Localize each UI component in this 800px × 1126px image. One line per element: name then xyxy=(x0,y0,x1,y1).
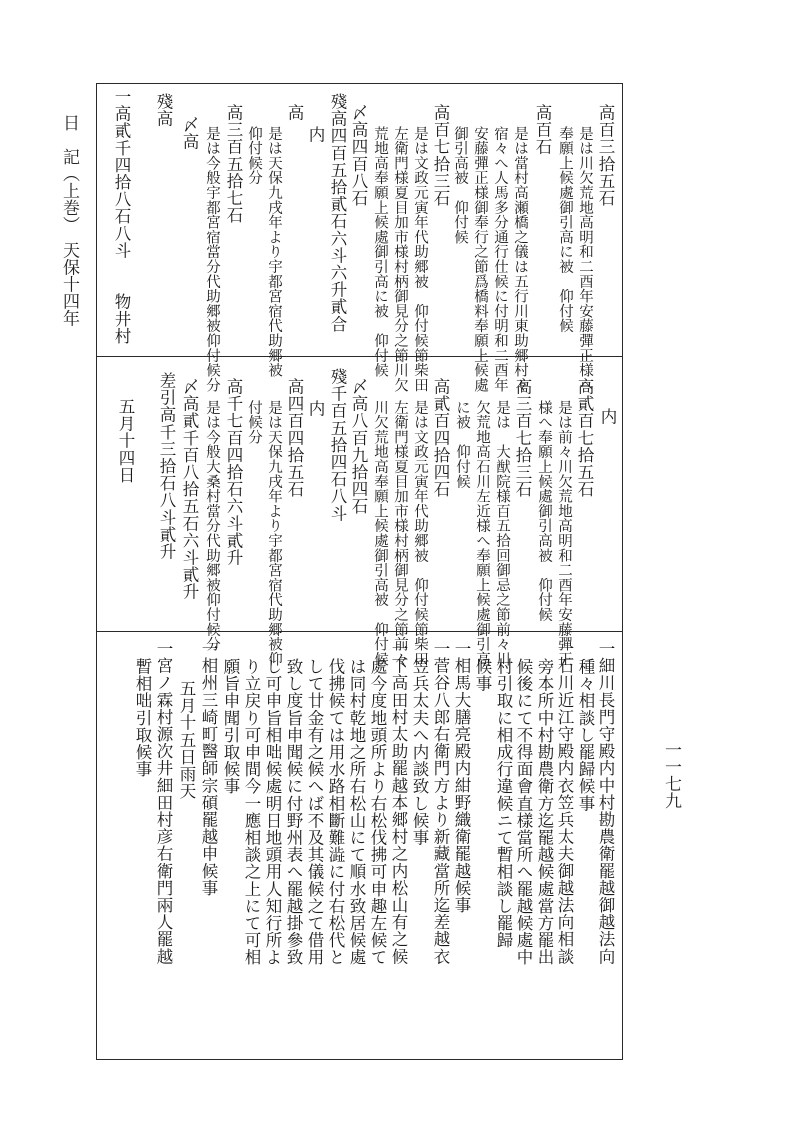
text-column: 高百三拾五石 xyxy=(596,104,615,207)
text-column: 一石川近江守殿内衣笠兵太夫御越法向相談 xyxy=(555,640,574,965)
text-column: 様へ奉願上候處御引高被 仰付候 xyxy=(536,400,552,622)
text-column: 殘高 xyxy=(154,93,173,128)
text-column: し可申旨相咄候處明日地頭用人知行所よ xyxy=(263,658,282,966)
text-column: 高三百五拾七石 xyxy=(224,104,243,224)
text-column: 内 xyxy=(306,400,325,418)
text-column: 種々相談し罷歸候事 xyxy=(576,658,595,812)
text-column: 是は今般宇都宮宿當分代助郷被仰付候分 xyxy=(204,126,220,393)
text-column: 是は文政元寅年代助郷被 仰付候節柴田 xyxy=(412,400,428,667)
text-column: 一下高田村太助罷越本郷村之内松山有之候 xyxy=(389,640,408,965)
divider-top xyxy=(96,356,623,357)
text-column: 荒地高奉願上候處御引高に被 仰付候 xyxy=(372,126,388,378)
text-column: 仰付候分 xyxy=(246,126,262,186)
text-column: 宿々へ人馬多分通行仕候に付明和二酉年 xyxy=(492,126,508,393)
book-title: 日 記（上巻） 天保十四年 xyxy=(59,114,79,327)
text-column: 是は今般大桑村當分代助郷被仰付候分 xyxy=(204,400,220,652)
text-column: 願旨申聞引取候事 xyxy=(221,658,240,795)
text-column: 是は天保九戌年より宇都宮宿代助郷被 xyxy=(266,126,282,378)
text-column: 殘高四百五拾貳石六斗六升貳合 xyxy=(328,93,347,333)
text-column: 高百七拾三石 xyxy=(431,104,450,207)
text-column: して廿金有之候へば不及其儀候之て借用 xyxy=(305,658,324,966)
text-column: 内 xyxy=(306,126,325,144)
text-column: 付候分 xyxy=(246,400,262,445)
text-column: 一宮ノ霖村源次井細田村彦右衛門兩人罷越 xyxy=(154,640,173,965)
page-number: 一一七九 xyxy=(661,741,681,809)
text-column: 候事 xyxy=(473,658,492,693)
text-column: り立戻り可申間今一應相談之上にて可相 xyxy=(242,658,261,966)
text-column: 〆高八百九拾四石 xyxy=(349,378,368,515)
text-column: 是は天保九戌年より宇都宮宿代助郷被仰 xyxy=(266,400,282,667)
text-column: 差引高千三拾石八斗貳升 xyxy=(157,372,176,561)
text-column: 左衛門様夏目加市様村柄御見分之節前々 xyxy=(392,400,408,667)
text-column: 是は文政元寅年代助郷被 仰付候節柴田 xyxy=(412,126,428,393)
text-column: 暫相咄引取候事 xyxy=(133,658,152,778)
text-column: 是は當村高瀬橋之儀は五行川東助郷村々 xyxy=(512,126,528,393)
text-column: 一相州三崎町醫師宗碩罷越申候事 xyxy=(199,640,218,897)
divider-bottom xyxy=(96,631,623,632)
text-column: 欠荒地高石川左近様へ奉願上候處御引高 xyxy=(474,400,490,667)
text-column: 殘千百五拾四石八斗 xyxy=(328,368,347,522)
text-column: に被 仰付候 xyxy=(454,400,470,489)
text-column: 御引高被 仰付候 xyxy=(452,126,468,245)
text-column: 高 xyxy=(285,104,304,122)
text-column: 高貳百七拾五石 xyxy=(575,378,594,498)
text-column: 一相馬大膳亮殿内紺野織衛罷越候事 xyxy=(452,640,471,914)
text-column: 一細川長門守殿内中村勘農衛罷越御越法向 xyxy=(596,640,615,965)
text-column: 左衛門様夏目加市様村柄御見分之節川欠 xyxy=(392,126,408,393)
text-column: 高百石 xyxy=(533,104,552,156)
text-column: 一高貳千四拾八石八斗 物井村 xyxy=(112,88,131,345)
text-column: 是は前々川欠荒地高明和二酉年安藤彈正 xyxy=(556,400,572,667)
text-column: 五月十五日雨天 xyxy=(177,680,196,800)
text-column: 旁本所中村勘農衛方迄罷越候處當方罷出 xyxy=(535,658,554,966)
text-column: 處今度地頭所より右松伐拂可申趣左候て xyxy=(368,658,387,966)
text-column: 高四百四拾五石 xyxy=(285,378,304,498)
text-column: 〆高 xyxy=(180,116,199,151)
text-column: 高千七百四拾石六斗貳升 xyxy=(224,378,243,567)
text-column: 是は川欠荒地高明和二酉年安藤彈正様へ xyxy=(577,126,593,393)
text-column: 内 xyxy=(598,408,617,426)
text-column: 川欠荒地高奉願上候處御引高被 仰付候 xyxy=(372,400,388,667)
text-column: は同村乾地之所右松山にて順水致居候處 xyxy=(347,658,366,966)
text-column: 候後にて不得面會直樣當所へ罷越候處中 xyxy=(514,658,533,966)
text-column: 一菅谷八郎右衛門方より新藏當所迄差越衣 xyxy=(431,640,450,965)
text-column: 高三百七拾三石 xyxy=(513,378,532,498)
text-column: 致し度旨申聞候に付野州表へ罷越掛參致 xyxy=(284,658,303,966)
text-column: 笠兵太夫へ内談致し候事 xyxy=(410,658,429,847)
text-column: 是は 大猷院様百五拾回御忌之節前々川 xyxy=(494,400,510,667)
text-column: 伐拂候ては用水路相斷難澁に付右松代と xyxy=(326,658,345,966)
text-column: 〆高貳千百八拾五石六斗貳升 xyxy=(180,378,199,601)
text-column: 奉願上候處御引高に被 仰付候 xyxy=(557,126,573,334)
text-column: 安藤彈正様御奉行之節爲橋料奉願上候處 xyxy=(472,126,488,393)
text-column: 五月十四日 xyxy=(116,398,135,484)
text-column: 高貳百四拾四石 xyxy=(431,378,450,498)
text-column: 村引取に相成行違候ニて暫相談し罷歸 xyxy=(494,658,513,949)
text-column: 〆高四百八石 xyxy=(349,104,368,207)
